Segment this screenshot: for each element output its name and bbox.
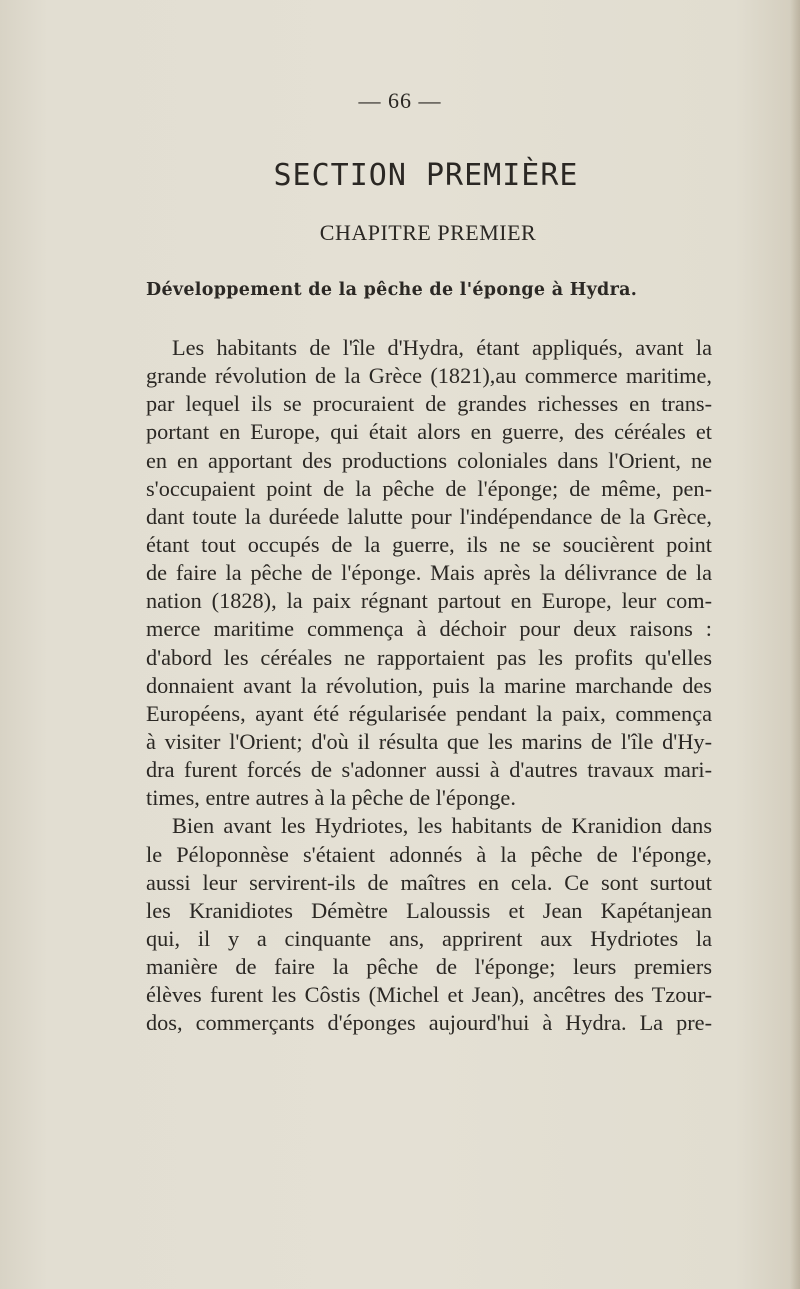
section-title: SECTION PREMIÈRE: [273, 158, 579, 193]
page-number: — 66 —: [358, 88, 442, 113]
text-line: d'abord les céréales ne rapportaient pas les profits qu'elles: [146, 644, 712, 670]
text-line: Européens, ayant été régularisée pendant la paix, commença: [146, 700, 712, 726]
text-line: nation (1828), la paix régnant partout en Europe, leur com-: [146, 588, 712, 614]
text-line: s'occupaient point de la pêche de l'éponge; de même, pen-: [146, 475, 712, 501]
chapter-title: CHAPITRE PREMIER: [319, 220, 537, 245]
text-line: dant toute la duréede lalutte pour l'indépendance de la Grèce,: [146, 503, 712, 529]
text-line: élèves furent les Côstis (Michel et Jean), ancêtres des Tzour-: [146, 982, 712, 1008]
page-edge-shadow: [790, 0, 800, 1289]
text-line: dra furent forcés de s'adonner aussi à d'autres travaux mari-: [146, 757, 712, 783]
text-line: étant tout occupés de la guerre, ils ne se soucièrent point: [146, 531, 712, 557]
text-line: de faire la pêche de l'éponge. Mais après la délivrance de la: [146, 560, 712, 586]
text-line: en en apportant des productions coloniales dans l'Orient, ne: [146, 447, 712, 473]
text-line: Les habitants de l'île d'Hydra, étant appliqués, avant la: [172, 335, 712, 360]
chapter-heading: Développement de la pêche de l'éponge à Hydra.: [146, 280, 638, 300]
body-text: [146, 334, 712, 1038]
text-line: merce maritime commença à déchoir pour deux raisons :: [146, 616, 712, 642]
text-line: donnaient avant la révolution, puis la marine marchande des: [146, 672, 712, 698]
text-line: qui, il y a cinquante ans, apprirent aux Hydriotes la: [146, 925, 712, 951]
text-line: times, entre autres à la pêche de l'éponge.: [146, 785, 516, 811]
text-line: grande révolution de la Grèce (1821),au commerce maritime,: [146, 363, 712, 389]
text-line: aussi leur servirent-ils de maîtres en cela. Ce sont surtout: [146, 869, 712, 895]
text-line: les Kranidiotes Démètre Laloussis et Jean Kapétanjean: [146, 897, 712, 923]
text-line: par lequel ils se procuraient de grandes richesses en trans-: [146, 391, 712, 417]
text-line: manière de faire la pêche de l'éponge; leurs premiers: [146, 954, 712, 980]
text-line: à visiter l'Orient; d'où il résulta que les marins de l'île d'Hy-: [146, 728, 712, 754]
text-line: dos, commerçants d'éponges aujourd'hui à Hydra. La pre-: [146, 1010, 712, 1036]
text-line: portant en Europe, qui était alors en guerre, des céréales et: [146, 419, 712, 445]
text-line: Bien avant les Hydriotes, les habitants de Kranidion dans: [172, 813, 712, 839]
text-line: le Péloponnèse s'étaient adonnés à la pêche de l'éponge,: [146, 841, 712, 867]
